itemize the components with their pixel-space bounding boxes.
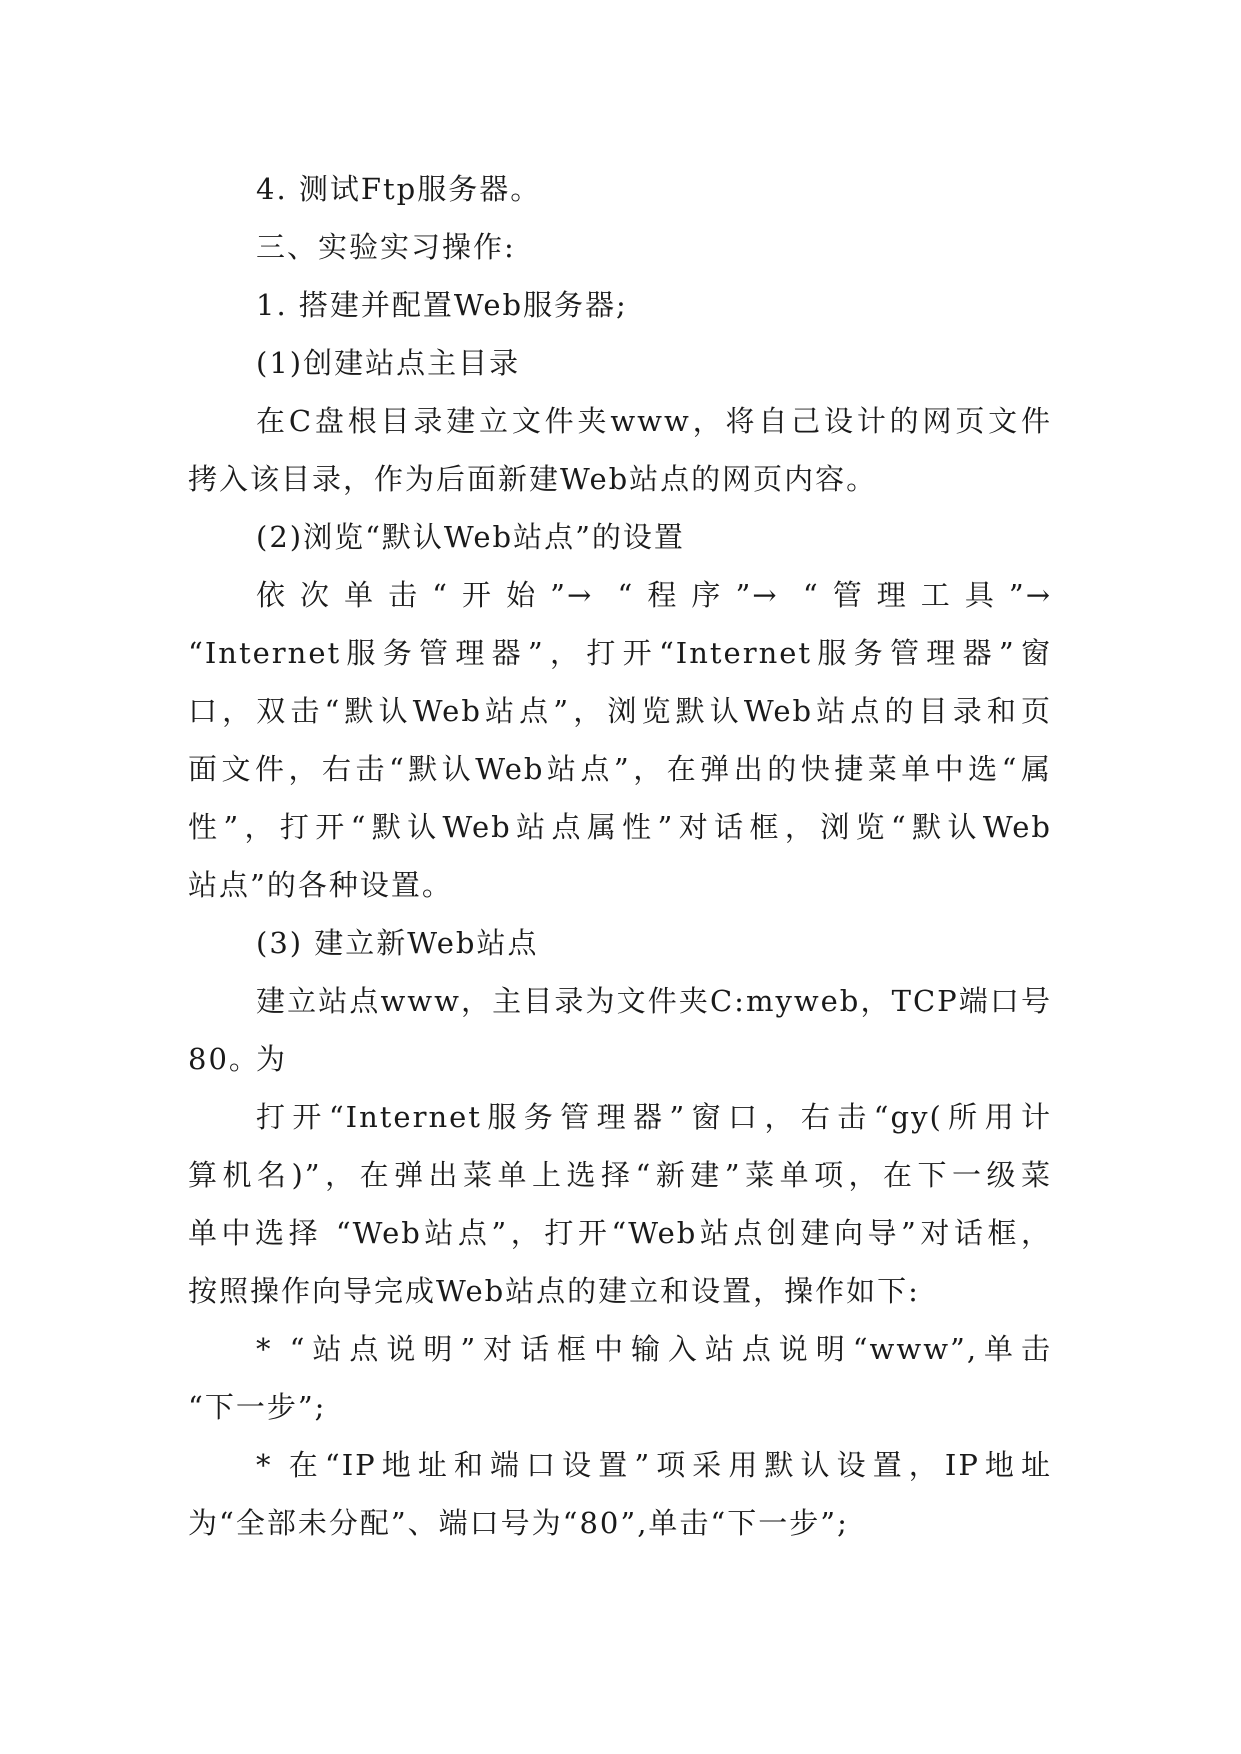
text-line-7: (2)浏览“默认Web站点”的设置: [256, 520, 685, 554]
text-line-24: 为“全部未分配”、端口号为“80”,单击“下一步”;: [188, 1506, 849, 1540]
text-line-17: 打开“Internet服务管理器”窗口，右击“gy(所用计: [256, 1100, 1052, 1134]
text-line-18: 算机名)”，在弹出菜单上选择“新建”菜单项，在下一级菜: [188, 1158, 1052, 1192]
text-line-21: * “站点说明”对话框中输入站点说明“www”,单击: [256, 1332, 1052, 1366]
text-line-1: 4. 测试Ftp服务器。: [256, 172, 542, 206]
text-line-2: 三、实验实习操作:: [256, 230, 516, 264]
text-line-12: 性”，打开“默认Web站点属性”对话框，浏览“默认Web: [188, 810, 1052, 844]
text-line-16: 80。: [188, 1042, 260, 1076]
text-line-22: “下一步”;: [188, 1390, 327, 1424]
text-line-6: 拷入该目录，作为后面新建Web站点的网页内容。: [188, 462, 878, 496]
text-line-23: * 在“IP地址和端口设置”项采用默认设置，IP地址: [256, 1448, 1052, 1482]
text-line-4: (1)创建站点主目录: [256, 346, 521, 380]
text-line-14: (3) 建立新Web站点: [256, 926, 539, 960]
text-line-9: “Internet服务管理器”，打开“Internet服务管理器”窗: [188, 636, 1052, 670]
text-line-10: 口，双击“默认Web站点”，浏览默认Web站点的目录和页: [188, 694, 1052, 728]
text-line-15: 建立站点www，主目录为文件夹C:myweb，TCP端口号为: [256, 984, 1052, 1076]
document-body: [188, 160, 1052, 1552]
text-line-5: 在C盘根目录建立文件夹www，将自己设计的网页文件: [256, 404, 1052, 438]
text-line-20: 按照操作向导完成Web站点的建立和设置，操作如下:: [188, 1274, 920, 1308]
text-line-13: 站点”的各种设置。: [188, 868, 453, 902]
text-line-11: 面文件，右击“默认Web站点”，在弹出的快捷菜单中选“属: [188, 752, 1052, 786]
text-line-8: 依次单击“开始”→ “程序”→ “管理工具”→: [256, 578, 1052, 612]
text-line-3: 1. 搭建并配置Web服务器;: [256, 288, 628, 322]
text-line-19: 单中选择 “Web站点”，打开“Web站点创建向导”对话框，: [188, 1216, 1052, 1250]
